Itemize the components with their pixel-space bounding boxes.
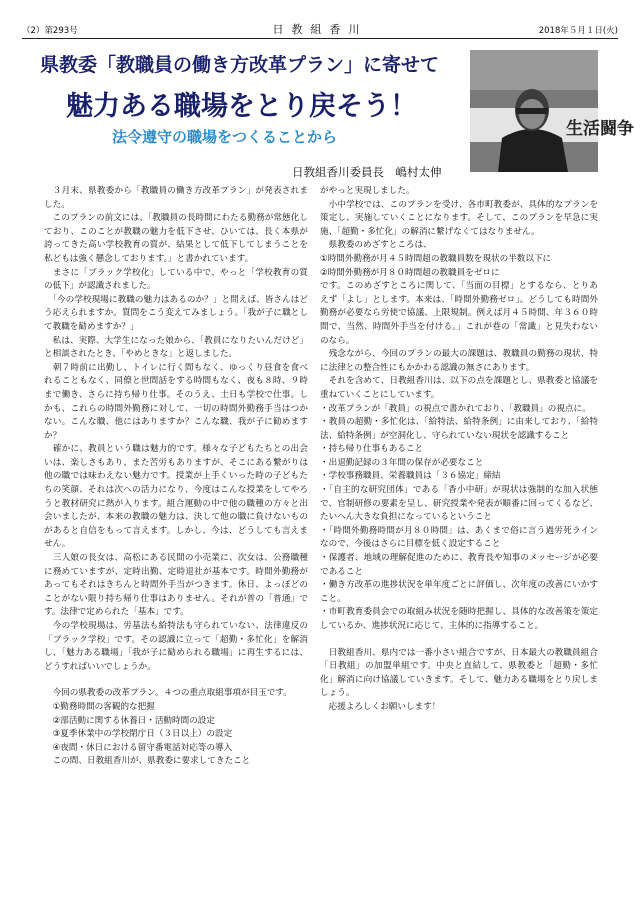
bullet-item: ・教員の超勤・多忙化は、「給特法、給特条例」に由来しており、「給特法、給特条例」が空洞化し、守られていない現状を認識すること [320,417,598,441]
paragraph: 小中学校では、このプランを受け、各市町教委が、具体的なプランを策定し、実施していくことになります。そして、このプランを早急に実施、「超勤・多忙化」の解消に繋げなくてはなりません。 [320,199,598,237]
page-header [22,22,618,39]
paragraph: がやっと実現しました。 [320,186,415,196]
bullet-item: ・市町教育委員会での取組み状況を随時把握し、具体的な改善策を策定しているか、進捗状況に応じて、主体的に指導すること。 [320,607,598,631]
list-item: ②部活動に関する休養日・活動時間の設定 [44,715,215,726]
issue-date: 2018年５月１日(火) [538,26,618,36]
paragraph: 今回の県教委の改革プラン。４つの重点取組事項が目玉です。 [44,688,292,699]
author-photo [470,50,634,172]
article-column-right [320,185,598,715]
author-byline: 日教組香川委員長 嶋村太伸 [292,165,442,179]
paragraph: ３月末、県教委から「教職員の働き方改革プラン」が発表されました。 [44,186,308,210]
paragraph: 今の学校現場は、労基法も給特法も守られていない、法律違反の「ブラック学校」です。その認識に立って「超勤・多忙化」を解消し、「魅力ある職場」「我が子に勧められる職場」に再生するには、どうすればいいでしょうか。 [44,621,308,672]
bullet-item: ・出退勤記録の３年間の保存が必要なこと [320,457,484,468]
paragraph: 残念ながら、今回のプランの最大の課題は、教職員の勤務の現状、特に法律との整合性にもかかわる認識の無さにあります。 [320,349,598,373]
paragraph: 私は、実際、大学生になった娘から、「教員になりたいんだけど」と相談されたとき、「やめときな」と返しました。 [44,335,308,360]
list-item: ②時間外勤務が月８０時間超の教職員をゼロに [320,267,500,278]
list-item: ③夏季休業中の学校閉庁日（３日以上）の設定 [44,729,233,740]
newsletter-title: 日教組香川 [272,23,368,36]
list-item: ①時間外勤務が月４５時間超の教職員数を現状の半数以下に [320,253,552,264]
bullet-item: ・保護者、地域の理解促進のために、教育長や知事のメッセージが必要であること [320,553,598,577]
issue-number: （2）第293号 [22,26,78,36]
bullet-item: ・学校事務職員、栄養職員は「３６協定」締結 [320,471,501,482]
bullet-item: ・持ち帰り仕事もあること [320,444,424,455]
bullet-item: ・「自主的な研究団体」である「香小中研」が現状は強制的な加入状態で、官制研修の要素を呈し、研究授業や発表が順番に回ってくるなど、たいへん大きな負担になっているということ [320,485,598,523]
headline-kicker: 県教委「教職員の働き方改革プラン」に寄せて [40,54,440,76]
bullet-item: ・「時間外勤務時間が月８０時間」は、あくまで俗に言う過労死ラインなので、今後はさらに目標を低く設定すること [320,525,598,550]
bullet-item: ・働き方改革の進捗状況を単年度ごとに評価し、次年度の改善にいかすこと。 [320,580,598,604]
paragraph: 日教組香川、県内では一番小さい組合ですが、日本最大の教職員組合「日教組」の加盟単組です。中央と直結して、県教委と「超勤・多忙化」解消に向け協議していきます。そして、魅力ある職場をとり戻しましょう。 [320,647,598,699]
paragraph: 三人娘の長女は、高松にある民間の小売業に、次女は、公務職種に務めていますが、定時出勤、定時退社が基本です。時間外勤務があってもそれはきちんと時間外手当がつきます。休日、よっぽどのことがない限り持ち帰り仕事はありません。それが普の「普通」です。法律で定められた「基本」です。 [44,553,308,618]
bullet-item: ・改革プランが「教員」の視点で書かれており、「教職員」の視点に。 [320,403,591,414]
list-item: ①勤務時間の客観的な把握 [44,701,155,712]
list-item: ④夜間・休日における留守番電話対応等の導入 [44,742,233,753]
paragraph: 朝７時前に出勤し、トイレに行く間もなく、ゆっくり昼食を食べれることもなく、同僚と世間話をする時間もなく、夜も８時、９時まで働き、さらに持ち帰り仕事。そのうえ、土日も学校で仕事。しかも、これらの時間外勤務に対して、一切の時間外勤務手当はつかない。こんな職、他にはありますか？こんな職、我が子に勧めますか？ [44,362,308,441]
paragraph: この間、日教組香川が、県教委に要求してきたこと [44,756,251,767]
paragraph: このプランの前文には、「教職員の長時間にわたる勤務が常態化しており、このことが教職の魅力を低下させ、ひいては、長く本県が誇ってきた高い学校教育の質が、結果として低下してしまうことを私どもは強く懸念しております。」と書かれています。 [44,213,308,264]
headline-main: 魅力ある職場をとり戻そう！ [66,91,417,122]
banner-text: 生活闘争 [566,119,634,139]
spacer [44,674,308,687]
paragraph: 応援よろしくお願いします！ [320,701,441,712]
article-column-left [44,185,308,769]
paragraph: 確かに、教員という職は魅力的です。様々な子どもたちとの出会いは、楽しさもあり、また苦労もありますが、そこにある繋がりは他の職では味わえない魅力です。授業が上手くいった時の子どもたちの笑顔、それは次への活力になり、今度はこんな授業をしてやろうと教材研究に熱が入ります。組合運動の中で他の職種の方々と出会いましたが、本来の教職の魅力は、決して他の職に負けないものがあると自信をもって言えます。しかし、今は、どうしても言えません。 [44,444,308,550]
paragraph: 「今の学校現場に教職の魅力はあるのか？」と問えば、皆さんはどう応えられますか。質問をこう変えてみましょう。「我が子に職として教職を勧めますか？」 [44,294,308,332]
paragraph: 県教委のめざすところは、 [320,240,432,251]
spacer [320,634,598,647]
paragraph: まさに「ブラック学校化」している中で、やっと「学校教育の質の低下」が認識されました。 [44,267,308,292]
paragraph: それを含めて、日教組香川は、以下の点を課題とし、県教委と協議を重ねていくことにしています。 [320,376,598,400]
headline-sub: 法令遵守の職場をつくることから [112,128,338,146]
paragraph: です。このめざすところに関して、「当面の目標」とするなら、とりあえず「よし」とします。本来は、「時間外勤務ゼロ」。どうしても時間外勤務が必要なら労使で協議、上限規制。例えば月４５時間、年３６０時間で、当然、時間外手当を付ける。」これが巷の「常識」と見失わないのなら。 [320,281,598,346]
